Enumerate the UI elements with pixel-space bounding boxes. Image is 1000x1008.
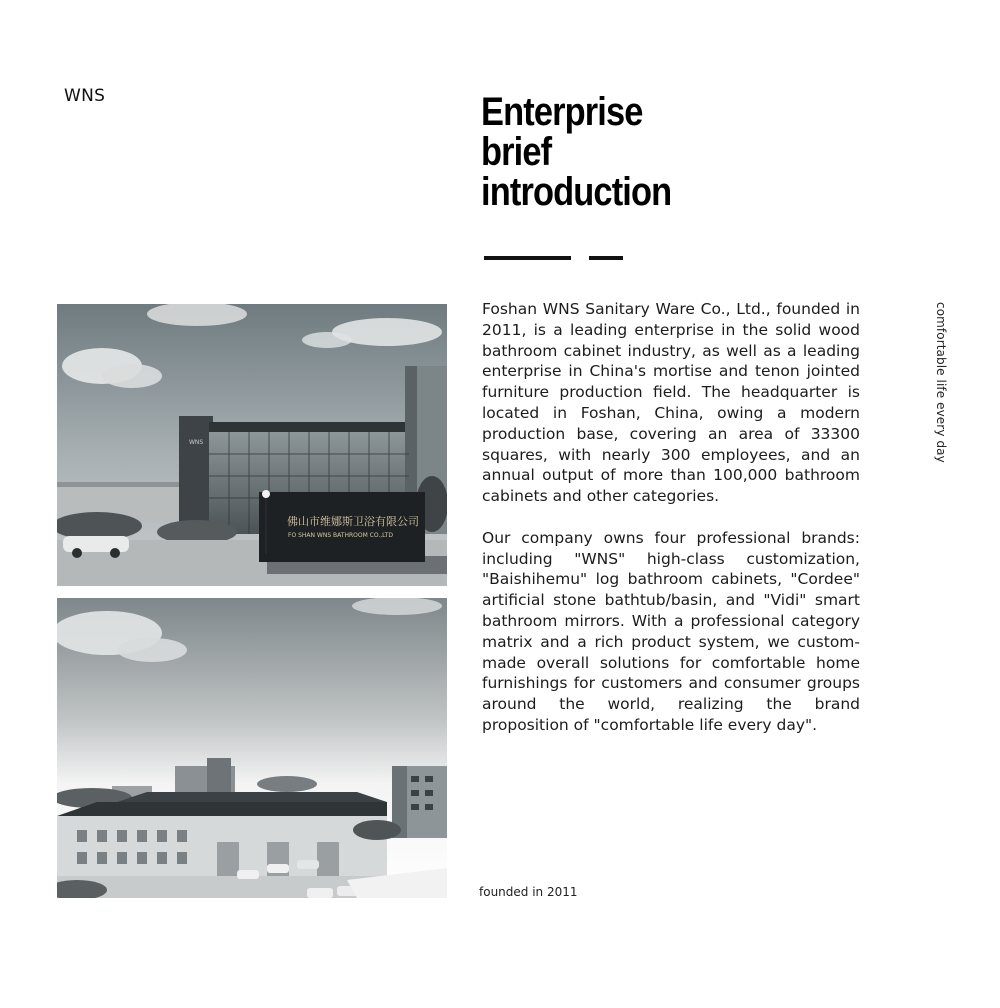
- brand-logo-text: WNS: [64, 86, 106, 106]
- headquarters-photo: [57, 304, 447, 586]
- factory-photo: [57, 598, 447, 898]
- introduction-body: [482, 299, 860, 757]
- intro-paragraph-2: Our company owns four professional brands: including "WNS" high-class customization, "Baishihemu" log bathroom cabinets, "Cordee" artificial stone bathtub/basin, and "Vidi" smart bathroom mirrors. With a professional category matrix and a rich product system, we custom-made overall solutions for comfortable home furnishings for customers and consumer groups around the world, realizing the brand proposition of "comfortable life every day".: [482, 528, 860, 734]
- page-title: [481, 92, 671, 212]
- founded-note: founded in 2011: [479, 885, 578, 899]
- title-underline-long: [484, 256, 571, 260]
- title-line-1: Enterprise: [481, 90, 643, 134]
- intro-paragraph-1: Foshan WNS Sanitary Ware Co., Ltd., founded in 2011, is a leading enterprise in the solid wood bathroom cabinet industry, as well as a leading enterprise in China's mortise and tenon jointed furniture production field. The headquarter is located in Foshan, China, owing a modern production base, covering an area of 33300 squares, with nearly 300 employees, and an annual output of more than 100,000 bathroom cabinets and other categories.: [482, 300, 860, 506]
- title-underline-short: [589, 256, 623, 260]
- title-line-2: brief: [481, 130, 552, 174]
- title-line-3: introduction: [481, 170, 672, 214]
- building-logo: WNS: [189, 439, 204, 446]
- sign-english-text: FO SHAN WNS BATHROOM CO.,LTD: [288, 532, 393, 539]
- sign-chinese-text: 佛山市维娜斯卫浴有限公司: [287, 515, 419, 528]
- side-tagline: comfortable life every day: [934, 302, 948, 463]
